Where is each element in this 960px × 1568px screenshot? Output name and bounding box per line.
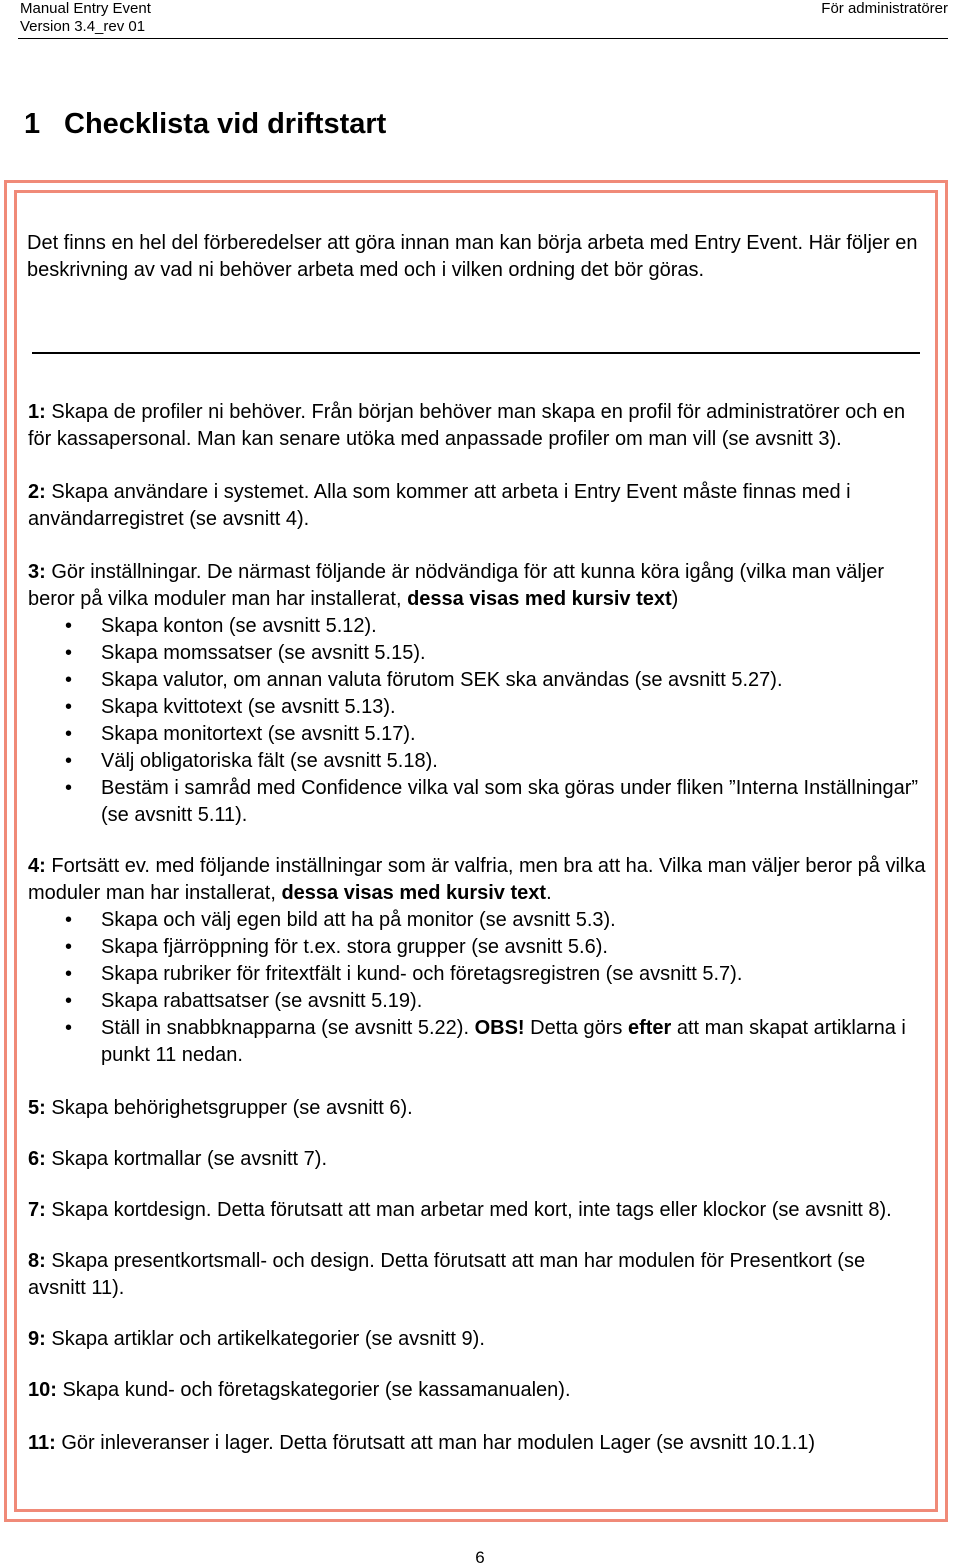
step-11-num: 11: <box>28 1432 56 1454</box>
step-1-num: 1: <box>28 401 46 423</box>
step-1-text: Från början behöver man skapa en profil för administratörer och en för kassapersonal. Man kan senare utöka med anpassade profiler om man vill (se avsnitt 3). <box>28 401 906 450</box>
step-8 <box>28 1248 928 1302</box>
step-5-text: Skapa behörighetsgrupper (se avsnitt 6). <box>45 1097 413 1119</box>
intro-divider <box>32 352 920 354</box>
section-heading <box>24 104 386 144</box>
step-2-num: 2: <box>28 481 46 503</box>
step-3-text: De närmast följande är nödvändiga för att kunna köra igång (vilka man väljer beror på vilka moduler man har installerat, <box>28 561 885 610</box>
list-item: • Skapa rubriker för fritextfält i kund- och företagsregistren (se avsnitt 5.7). <box>101 961 928 988</box>
list-item: • Skapa fjärröppning för t.ex. stora grupper (se avsnitt 5.6). <box>101 934 928 961</box>
step-2-text: Alla som kommer att arbeta i Entry Event måste finnas med i användarregistret (se avsnitt 4). <box>28 481 851 530</box>
list-item: • Bestäm i samråd med Confidence vilka val som ska göras under fliken ”Interna Inställningar” (se avsnitt 5.11). <box>101 775 928 829</box>
list-item: • Skapa kvittotext (se avsnitt 5.13). <box>101 694 928 721</box>
list-item: • Skapa och välj egen bild att ha på monitor (se avsnitt 5.3). <box>101 907 928 934</box>
list-item: • Skapa monitortext (se avsnitt 5.17). <box>101 721 928 748</box>
step-10 <box>28 1377 928 1404</box>
section-title: Checklista vid driftstart <box>64 108 387 140</box>
step-3-emph: dessa visas med kursiv text <box>407 588 672 610</box>
intro-block <box>27 230 932 284</box>
step-9-text: Skapa artiklar och artikelkategorier (se avsnitt 9). <box>45 1328 485 1350</box>
intro-text: Det finns en hel del förberedelser att göra innan man kan börja arbeta med Entry Event. Här följer en beskrivning av vad ni behöver arbeta med och i vilken ordning det bör göras. <box>27 232 918 281</box>
list-item: • Skapa konton (se avsnitt 5.12). <box>101 613 928 640</box>
step-3-tail: ) <box>671 588 679 610</box>
step-6 <box>28 1146 928 1173</box>
step-3 <box>28 559 928 613</box>
step-10-num: 10: <box>28 1379 57 1401</box>
step-8-text: Skapa presentkortsmall- och design. Detta förutsatt att man har modulen för Presentkort (se avsnitt 11). <box>28 1250 866 1299</box>
page-header <box>18 0 948 40</box>
step-3-lead: Gör inställningar. <box>45 561 202 583</box>
list-item: • Skapa valutor, om annan valuta förutom SEK ska användas (se avsnitt 5.27). <box>101 667 928 694</box>
step-8-num: 8: <box>28 1250 46 1272</box>
step-6-text: Skapa kortmallar (se avsnitt 7). <box>45 1148 328 1170</box>
step-3-num: 3: <box>28 561 46 583</box>
list-item: • Skapa momssatser (se avsnitt 5.15). <box>101 640 928 667</box>
step-11-text: Gör inleveranser i lager. Detta förutsatt att man har modulen Lager (se avsnitt 10.1.1) <box>55 1432 816 1454</box>
step-1-lead: Skapa de profiler ni behöver. <box>45 401 306 423</box>
list-item: • Välj obligatoriska fält (se avsnitt 5.18). <box>101 748 928 775</box>
step-6-num: 6: <box>28 1148 46 1170</box>
header-rule <box>18 38 948 39</box>
step-10-text: Skapa kund- och företagskategorier (se kassamanualen). <box>56 1379 571 1401</box>
doc-title: Manual Entry Event <box>20 0 151 17</box>
doc-version: Version 3.4_rev 01 <box>20 18 146 35</box>
doc-audience: För administratörer <box>821 0 948 17</box>
snabbknappar-text-2: Detta görs <box>524 1017 628 1039</box>
obs-label: OBS! <box>474 1017 525 1039</box>
step-3-bullets <box>28 613 928 829</box>
section-number: 1 <box>24 108 41 140</box>
step-7-num: 7: <box>28 1199 46 1221</box>
step-2-lead: Skapa användare i systemet. <box>45 481 310 503</box>
step-9-num: 9: <box>28 1328 46 1350</box>
efter-label: efter <box>627 1017 672 1039</box>
step-4-bullets <box>28 907 928 1069</box>
step-2 <box>28 479 928 533</box>
snabbknappar-text: Ställ in snabbknapparna (se avsnitt 5.22). <box>101 1017 475 1039</box>
step-7-text: Skapa kortdesign. Detta förutsatt att man arbetar med kort, inte tags eller klockor (se avsnitt 8). <box>45 1199 892 1221</box>
step-4-num: 4: <box>28 855 46 877</box>
step-4-tail: . <box>546 882 552 904</box>
step-7 <box>28 1197 928 1224</box>
step-4 <box>28 853 928 907</box>
list-item-snabbknappar <box>101 1015 928 1069</box>
step-11 <box>28 1430 928 1457</box>
step-1 <box>28 399 928 453</box>
snabbknappar-text-3: att man skapat artiklarna i punkt 11 nedan. <box>101 1017 906 1066</box>
step-5 <box>28 1095 928 1122</box>
steps-list <box>28 399 928 1457</box>
step-4-text: Fortsätt ev. med följande inställningar som är valfria, men bra att ha. Vilka man väljer beror på vilka moduler man har installerat, <box>28 855 926 904</box>
page-number: 6 <box>475 1548 485 1567</box>
list-item: • Skapa rabattsatser (se avsnitt 5.19). <box>101 988 928 1015</box>
step-9 <box>28 1326 928 1353</box>
step-5-num: 5: <box>28 1097 46 1119</box>
step-4-emph: dessa visas med kursiv text <box>281 882 547 904</box>
